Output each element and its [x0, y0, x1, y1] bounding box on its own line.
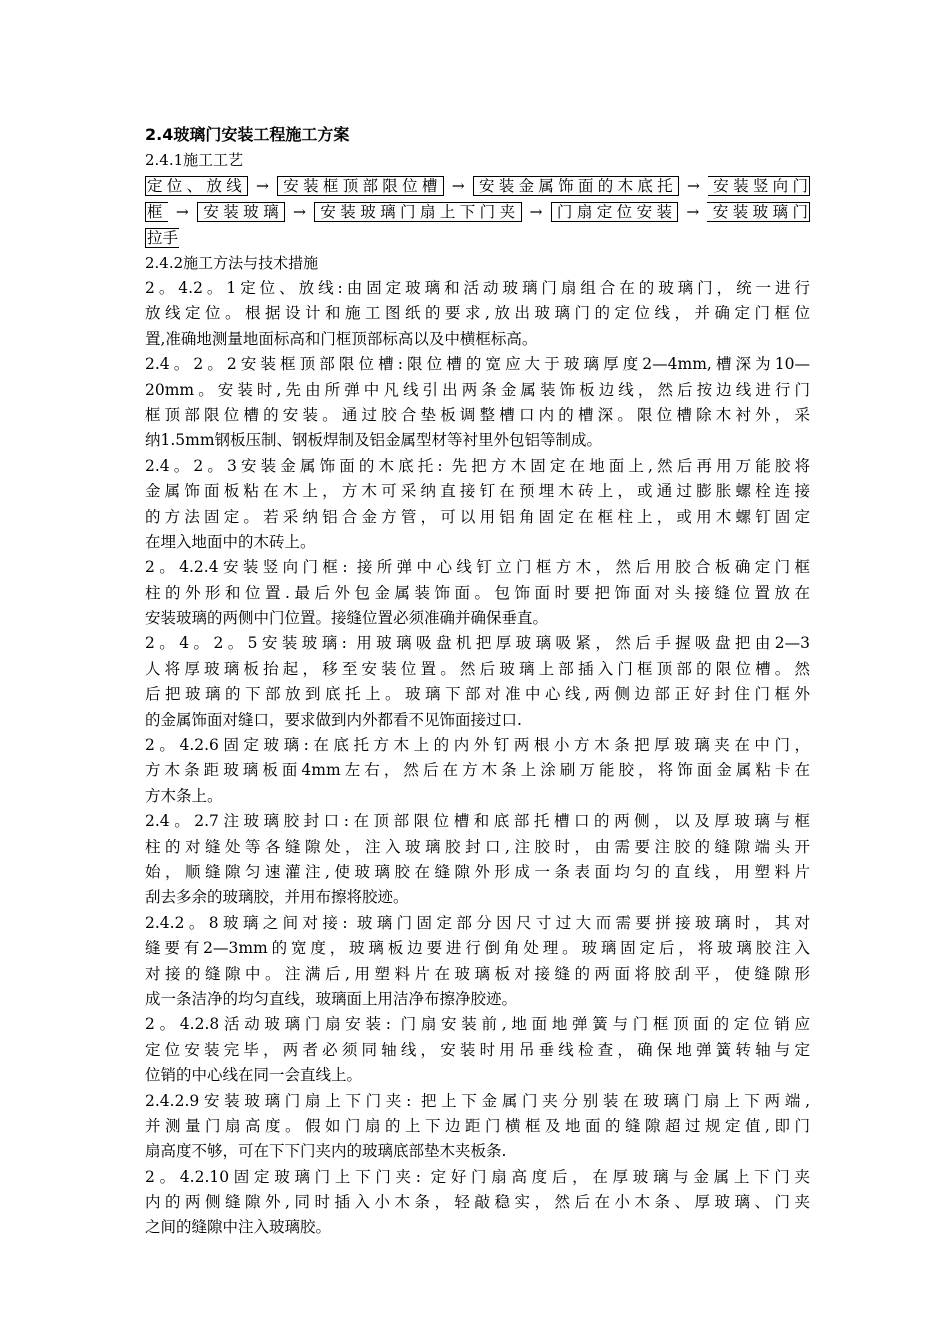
flow-step-wood-base: 安装金属饰面的木底托 [474, 177, 677, 195]
flow-arrow: → [686, 203, 700, 221]
body-line: 位销的中心线在同一会直线上。 [145, 1066, 363, 1085]
subsection-heading-2-4-1: 2.4.1施工工艺 [145, 151, 244, 169]
body-line: 的方法固定。若采纳铝合金方管，可以用铝角固定在框柱上，或用木螺钉固定 [145, 507, 810, 526]
body-line: 柱的外形和位置.最后外包金属装饰面。包饰面时要把饰面对头接缝位置放在 [145, 583, 810, 602]
flow-arrow: → [529, 203, 543, 221]
body-line: 缝要有2—3mm的宽度，玻璃板边要进行倒角处理。玻璃固定后，将玻璃胶注入 [145, 939, 810, 958]
body-line: 定位安装完毕，两者必须同轴线，安装时用吊垂线检查，确保地弹簧转轴与定 [145, 1040, 810, 1059]
flow-step-vertical-frame-end: 框 [147, 203, 167, 221]
body-line: 人将厚玻璃板抬起，移至安装位置。然后玻璃上部插入门框顶部的限位槽。然 [145, 659, 810, 678]
body-line: 始，顺缝隙匀速灌注,使玻璃胶在缝隙外形成一条表面均匀的直线，用塑料片 [145, 862, 810, 881]
body-line: 并测量门扇高度。假如门扇的上下边距门横框及地面的缝隙超过规定值,即门 [145, 1116, 810, 1135]
body-line: 20mm。安装时,先由所弹中凡线引出两条金属装饰板边线，然后按边线进行门 [145, 380, 810, 399]
body-line: 内的两侧缝隙外,同时插入小木条，轻敲稳实，然后在小木条、厚玻璃、门夹 [145, 1193, 810, 1212]
body-line: 2.4。2。2安装框顶部限位槽:限位槽的宽应大于玻璃厚度2—4mm,槽深为10— [145, 355, 810, 374]
body-line: 方木条上。 [145, 786, 223, 805]
body-line: 2.4.2.9安装玻璃门扇上下门夹: 把上下金属门夹分别装在玻璃门扇上下两端, [145, 1091, 810, 1110]
flow-arrow: → [686, 177, 700, 195]
body-line: 扇高度不够，可在下下门夹内的玻璃底部垫木夹板条. [145, 1142, 507, 1161]
flow-step-door-positioning: 门扇定位安装 [552, 203, 677, 221]
flow-step-vertical-frame-start: 安装竖向门 [708, 177, 808, 195]
body-line: 的金属饰面对缝口，要求做到内外都看不见饰面接过口. [145, 710, 522, 729]
flow-arrow: → [451, 177, 465, 195]
section-title: 2.4玻璃门安装工程施工方案 [145, 125, 350, 144]
body-line: 后把玻璃的下部放到底托上。玻璃下部对准中心线,两侧边部正好封住门框外 [145, 685, 810, 704]
body-text [145, 276, 810, 1241]
body-line: 在埋入地面中的木砖上。 [145, 532, 316, 551]
body-line: 之间的缝隙中注入玻璃胶。 [145, 1218, 332, 1237]
subsection-heading-2-4-2: 2.4.2施工方法与技术措施 [145, 254, 319, 272]
flow-step-handle-start: 安装玻璃门 [708, 203, 808, 221]
body-line: 2.4。2.7注玻璃胶封口:在顶部限位槽和底部托槽口的两侧，以及厚玻璃与框 [145, 812, 810, 831]
flow-line-2 [145, 199, 810, 225]
flow-arrow: → [292, 203, 306, 221]
body-line: 置,准确地测量地面标高和门框顶部标高以及中横框标高。 [145, 329, 538, 348]
body-line: 2。4.2.6固定玻璃:在底托方木上的内外钉两根小方木条把厚玻璃夹在中门， [145, 736, 810, 755]
body-line: 框顶部限位槽的安装。通过胶合垫板调整槽口内的槽深。限位槽除木衬外，采 [145, 405, 810, 424]
flow-step-top-limit-groove: 安装框顶部限位槽 [279, 177, 442, 195]
body-line: 方木条距玻璃板面4mm左右，然后在方木条上涂刷万能胶，将饰面金属粘卡在 [145, 761, 810, 780]
body-line: 对接的缝隙中。注满后,用塑料片在玻璃板对接缝的两面将胶刮平，使缝隙形 [145, 964, 810, 983]
document-page [145, 122, 810, 1241]
flow-line-3 [145, 225, 810, 251]
flow-line-1 [145, 173, 810, 199]
body-line: 2.4.2。8玻璃之间对接: 玻璃门固定部分因尺寸过大而需要拼接玻璃时，其对 [145, 913, 810, 932]
flow-arrow: → [256, 177, 269, 195]
body-line: 2。4.2.10固定玻璃门上下门夹: 定好门扇高度后，在厚玻璃与金属上下门夹 [145, 1167, 810, 1186]
body-line: 柱的对缝处等各缝隙处，注入玻璃胶封口,注胶时，由需要注胶的缝隙端头开 [145, 837, 810, 856]
body-line: 安装玻璃的两侧中门位置。接缝位置必须准确并确保垂直。 [145, 609, 549, 628]
body-line: 2。4.2.4安装竖向门框: 接所弹中心线钉立门框方木，然后用胶合板确定门框 [145, 558, 810, 577]
body-line: 2.4。2。3安装金属饰面的木底托: 先把方木固定在地面上,然后再用万能胶将 [145, 456, 810, 475]
body-line: 2。4.2.8活动玻璃门扇安装: 门扇安装前,地面地弹簧与门框顶面的定位销应 [145, 1015, 810, 1034]
body-line: 放线定位。根据设计和施工图纸的要求,放出玻璃门的定位线，并确定门框位 [145, 304, 810, 323]
body-line: 金属饰面板粘在木上，方木可采纳直接钉在预埋木砖上，或通过膨胀螺栓连接 [145, 482, 810, 501]
flow-step-install-glass: 安装玻璃 [198, 203, 283, 221]
body-line: 纳1.5mm钢板压制、钢板焊制及铝金属型材等衬里外包铝等制成。 [145, 431, 603, 450]
body-line: 2。4.2。1定位、放线:由固定玻璃和活动玻璃门扇组合在的玻璃门，统一进行 [145, 279, 810, 297]
body-line: 2。4。2。5安装玻璃: 用玻璃吸盘机把厚玻璃吸紧，然后手握吸盘把由2—3 [145, 634, 810, 653]
flow-step-door-clamps: 安装玻璃门扇上下门夹 [315, 203, 520, 221]
flow-step-handle-end: 拉手 [147, 229, 179, 247]
body-line: 刮去多余的玻璃胶，并用布擦将胶迹。 [145, 888, 409, 907]
flow-step-positioning: 定位、放线 [147, 177, 246, 195]
flow-arrow: → [175, 203, 189, 221]
body-line: 成一条洁净的均匀直线，玻璃面上用洁净布擦净胶迹。 [145, 989, 518, 1008]
